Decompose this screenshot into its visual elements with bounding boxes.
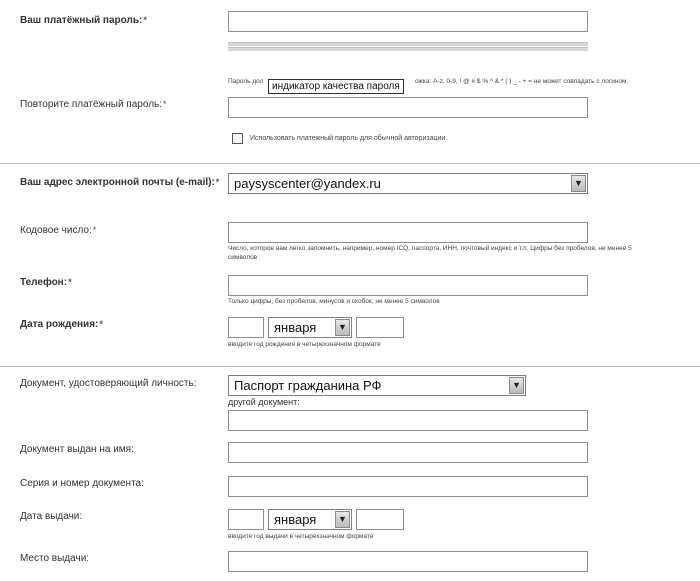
birth-day-input[interactable] — [228, 317, 264, 338]
password-strength-bar-track — [228, 47, 588, 51]
chevron-down-icon[interactable]: ▼ — [335, 511, 350, 528]
birth-date-label-text: Дата рождения: — [20, 319, 99, 330]
birth-date-hint: вводите год рождения в четырехзначном формате — [228, 341, 381, 348]
password-strength-tooltip: индикатор качества пароля — [268, 79, 404, 94]
required-mark: * — [143, 15, 147, 25]
other-document-input[interactable] — [228, 410, 588, 431]
series-number-input[interactable] — [228, 476, 588, 497]
issued-to-input[interactable] — [228, 442, 588, 463]
issue-place-label: Место выдачи: — [20, 553, 90, 564]
identity-document-select[interactable] — [228, 375, 526, 396]
section-divider — [0, 163, 700, 164]
birth-month-select[interactable] — [268, 317, 352, 338]
repeat-password-label — [20, 99, 167, 110]
chevron-down-icon[interactable]: ▼ — [571, 175, 586, 192]
password-rules-hint-prefix: Пароль дол — [228, 78, 264, 85]
use-password-checkbox[interactable] — [232, 133, 243, 144]
required-mark: * — [99, 319, 103, 329]
required-mark: * — [215, 177, 220, 187]
code-number-hint-line2: символов — [228, 254, 258, 261]
phone-label-text: Телефон: — [20, 277, 68, 288]
other-document-label: другой документ: — [228, 397, 300, 407]
birth-date-label — [20, 319, 103, 330]
chevron-down-icon[interactable]: ▼ — [335, 319, 350, 336]
identity-document-label: Документ, удостоверяющий личность: — [20, 378, 197, 389]
issue-month-select[interactable] — [268, 509, 352, 530]
code-number-label-text: Кодовое число: — [20, 225, 92, 236]
birth-month-value: января — [274, 320, 317, 335]
series-number-label: Серия и номер документа: — [20, 478, 144, 489]
chevron-down-icon[interactable]: ▼ — [509, 377, 524, 394]
issue-date-label: Дата выдачи: — [20, 511, 83, 522]
required-mark: * — [68, 277, 72, 287]
phone-input[interactable] — [228, 275, 588, 296]
phone-hint: Только цифры, без пробелов, минусов и скобок, не менее 5 символов — [228, 298, 440, 305]
issue-month-value: января — [274, 512, 317, 527]
payment-password-input[interactable] — [228, 11, 588, 32]
required-mark: * — [163, 99, 167, 109]
password-rules-hint: ожка: A-z, 0-9, ! @ # $ % ^ & * ( ) _ - + = не может совпадать с логином. — [415, 78, 629, 85]
payment-password-label-text: Ваш платёжный пароль: — [20, 15, 143, 26]
issue-place-input[interactable] — [228, 551, 588, 572]
issued-to-label: Документ выдан на имя: — [20, 444, 134, 455]
issue-year-input[interactable] — [356, 509, 404, 530]
payment-password-label — [20, 15, 147, 26]
issue-day-input[interactable] — [228, 509, 264, 530]
section-divider — [0, 366, 700, 367]
code-number-label — [20, 225, 96, 236]
code-number-input[interactable] — [228, 222, 588, 243]
email-select[interactable] — [228, 173, 588, 194]
identity-document-value: Паспорт гражданина РФ — [234, 378, 382, 393]
required-mark: * — [92, 225, 97, 235]
code-number-hint-line1: Число, которое вам легко запомнить, например, номер ICQ, паспорта, ИНН, почтовый индекс и т.п. Цифры без пробелов, не менее 5 — [228, 245, 632, 252]
use-password-checkbox-label: Использовать платежный пароль для обычной авторизации. — [250, 135, 448, 142]
repeat-password-input[interactable] — [228, 97, 588, 118]
email-label-text: Ваш адрес электронной почты (e-mail): — [20, 177, 215, 188]
repeat-password-label-text: Повторите платёжный пароль: — [20, 99, 163, 110]
birth-year-input[interactable] — [356, 317, 404, 338]
issue-date-hint: вводите год выдачи в четырехзначном формате — [228, 533, 374, 540]
phone-label — [20, 277, 72, 288]
email-select-value: paysyscenter@yandex.ru — [234, 176, 381, 191]
email-label — [20, 177, 219, 188]
password-strength-bar — [228, 42, 588, 46]
